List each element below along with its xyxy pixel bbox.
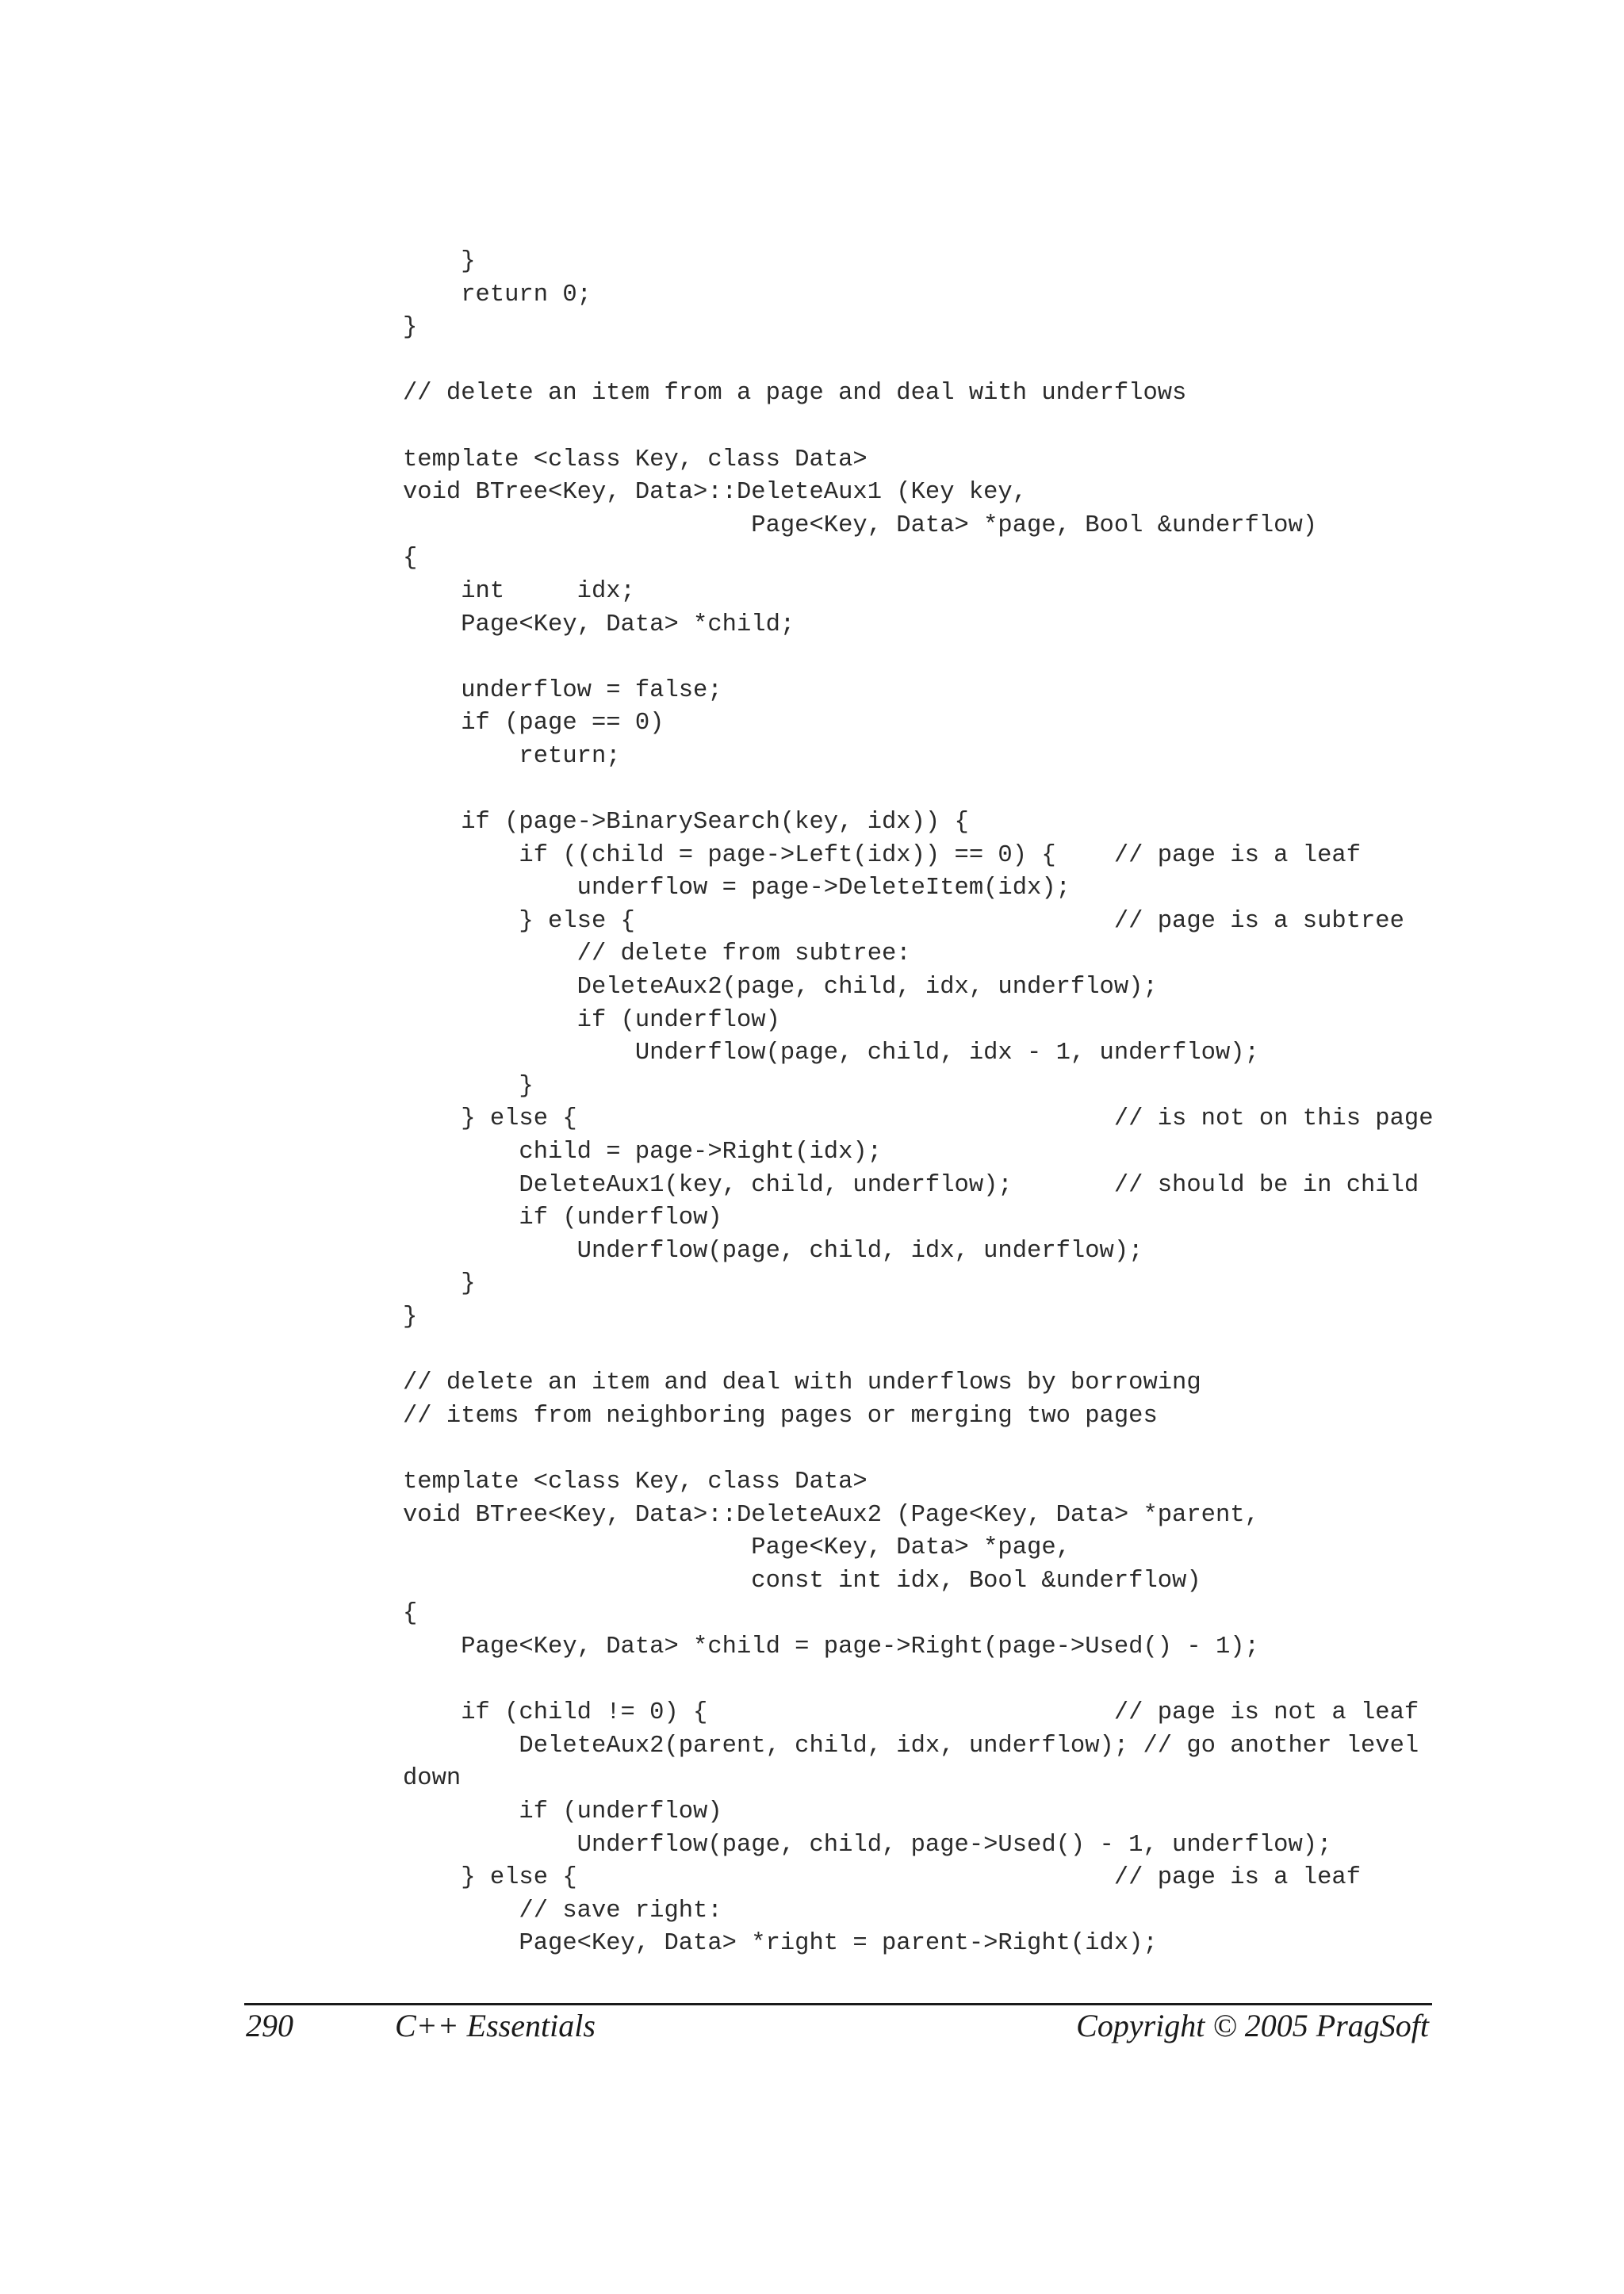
code-line — [403, 1433, 1434, 1466]
code-line: child = page->Right(idx); — [403, 1139, 882, 1166]
code-line: underflow = page->DeleteItem(idx); — [403, 875, 1071, 902]
code-line: } — [403, 248, 476, 275]
code-line: if (underflow) — [403, 1006, 780, 1034]
code-line: void BTree<Key, Data>::DeleteAux2 (Page<Key, Data> *parent, — [403, 1501, 1259, 1529]
code-line: if (page->BinarySearch(key, idx)) { — [403, 809, 969, 837]
code-line: void BTree<Key, Data>::DeleteAux1 (Key key, — [403, 479, 1028, 507]
code-line: if (page == 0) — [403, 710, 665, 737]
code-line: Page<Key, Data> *page, — [403, 1534, 1071, 1562]
code-line: } else { // page is a leaf — [403, 1864, 1361, 1892]
code-line — [403, 774, 1434, 807]
code-line: if ((child = page->Left(idx)) == 0) { // page is a leaf — [403, 841, 1361, 869]
code-line: down — [403, 1765, 462, 1793]
page-number: 290 — [246, 2008, 293, 2043]
code-line: { — [403, 545, 418, 573]
code-line — [403, 345, 1434, 378]
code-line: } — [403, 314, 418, 342]
code-line — [403, 411, 1434, 444]
code-line: } — [403, 1072, 534, 1100]
code-line: Page<Key, Data> *page, Bool &underflow) — [403, 511, 1318, 539]
code-line: int idx; — [403, 577, 635, 605]
code-line: // delete an item and deal with underflows by borrowing — [403, 1369, 1201, 1397]
code-line: if (underflow) — [403, 1798, 722, 1825]
code-line: } else { // is not on this page — [403, 1105, 1434, 1133]
code-line — [403, 1664, 1434, 1698]
code-line: Underflow(page, child, page->Used() - 1, underflow); — [403, 1831, 1332, 1859]
code-line: // save right: — [403, 1897, 722, 1924]
code-line: } — [403, 1304, 418, 1331]
code-line: Page<Key, Data> *right = parent->Right(idx); — [403, 1930, 1158, 1958]
copyright-notice: Copyright © 2005 PragSoft — [1076, 2008, 1429, 2043]
code-line: template <class Key, class Data> — [403, 1468, 868, 1496]
code-line: if (underflow) — [403, 1204, 722, 1232]
code-line: DeleteAux2(parent, child, idx, underflow); // go another level — [403, 1732, 1419, 1760]
code-line: // delete from subtree: — [403, 940, 911, 968]
code-line: { — [403, 1600, 418, 1628]
code-line: DeleteAux1(key, child, underflow); // should be in child — [403, 1171, 1419, 1199]
code-line — [403, 641, 1434, 675]
code-line: } else { // page is a subtree — [403, 907, 1404, 935]
code-line — [403, 1335, 1434, 1368]
code-line: if (child != 0) { // page is not a leaf — [403, 1699, 1419, 1727]
code-line: return; — [403, 742, 621, 770]
code-line: Page<Key, Data> *child; — [403, 611, 795, 638]
code-line: DeleteAux2(page, child, idx, underflow); — [403, 974, 1158, 1001]
book-title: C++ Essentials — [395, 2008, 596, 2043]
code-line: Page<Key, Data> *child = page->Right(page->Used() - 1); — [403, 1633, 1259, 1660]
code-line: Underflow(page, child, idx, underflow); — [403, 1237, 1143, 1265]
code-line: template <class Key, class Data> — [403, 446, 868, 473]
code-listing — [403, 246, 1434, 1961]
code-line: underflow = false; — [403, 676, 722, 704]
code-line: // delete an item from a page and deal with underflows — [403, 380, 1187, 408]
code-line: } — [403, 1270, 476, 1298]
code-line: // items from neighboring pages or merging two pages — [403, 1402, 1158, 1430]
code-line: return 0; — [403, 281, 592, 308]
code-line: Underflow(page, child, idx - 1, underflow); — [403, 1040, 1259, 1067]
code-line: const int idx, Bool &underflow) — [403, 1567, 1201, 1595]
